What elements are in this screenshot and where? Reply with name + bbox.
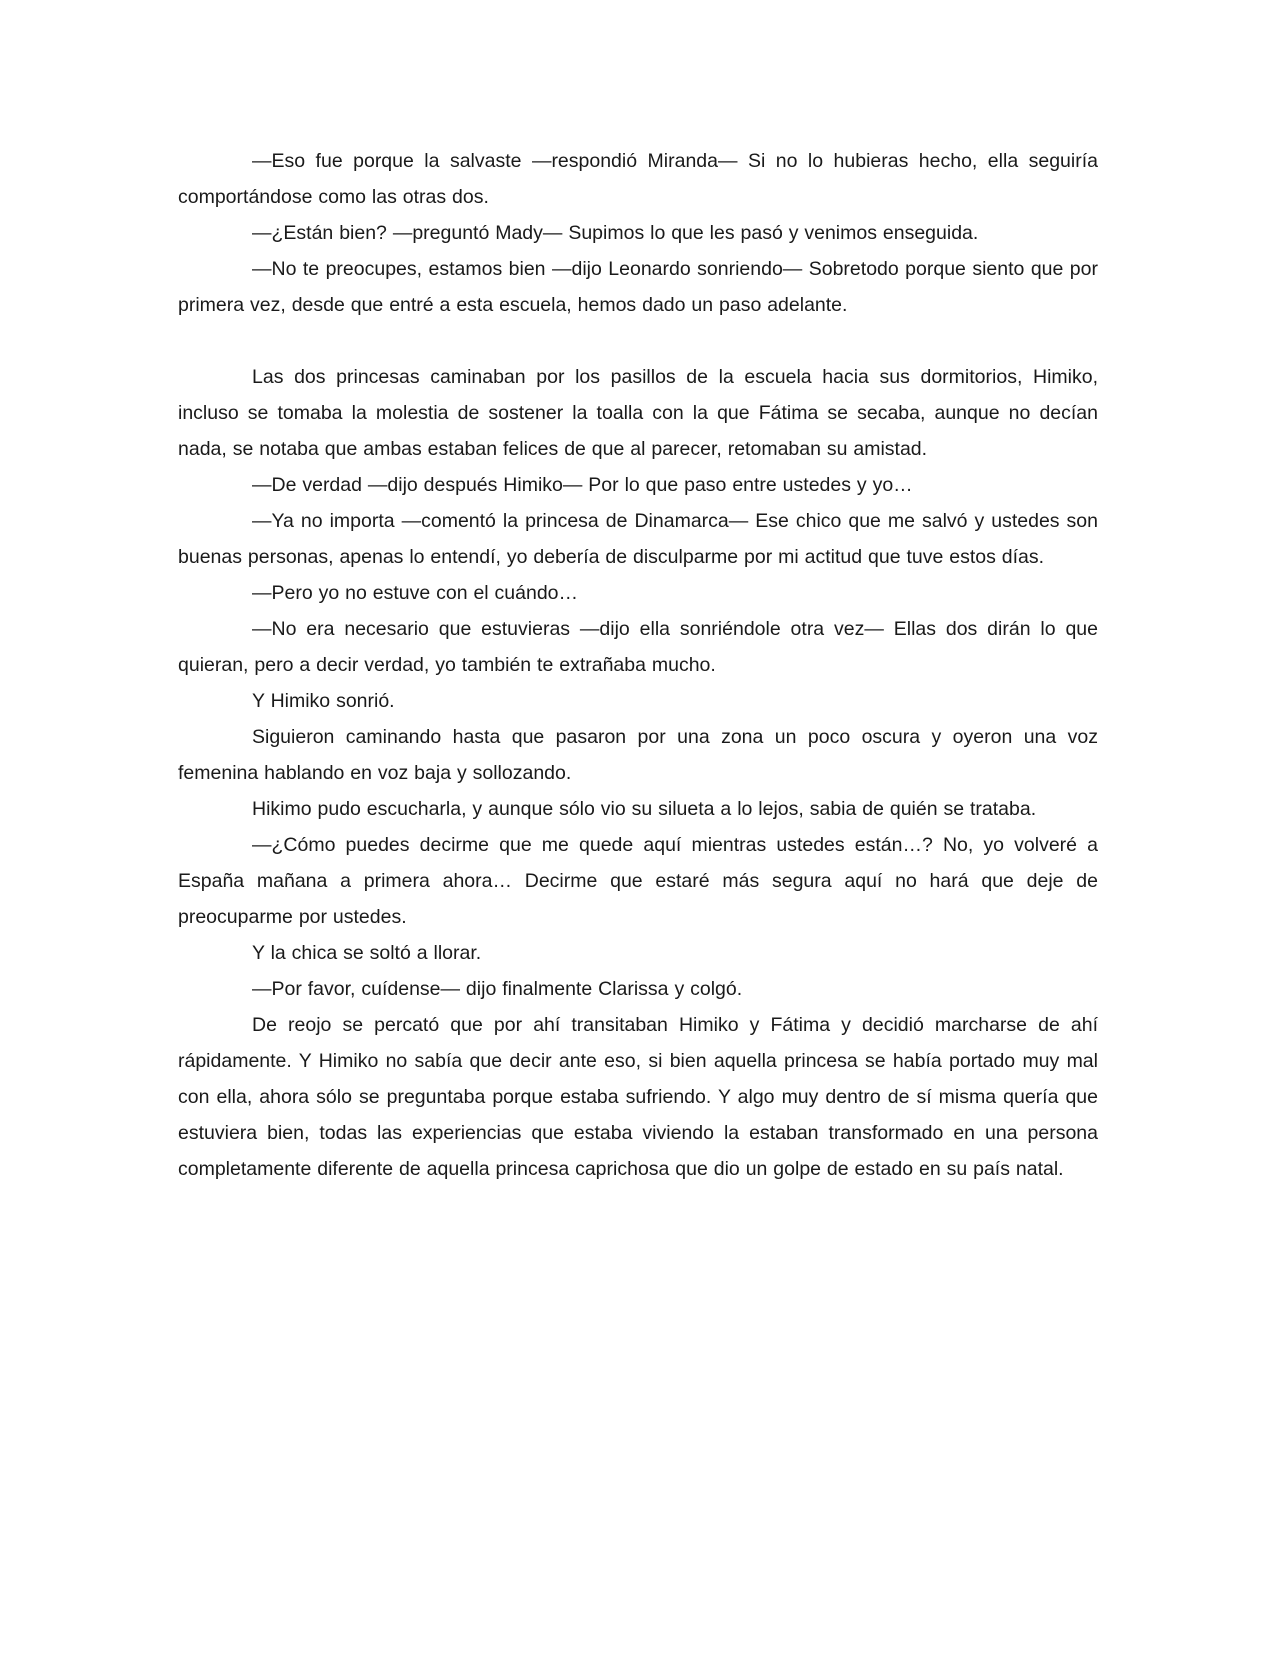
- body-text: [178, 143, 1098, 1187]
- paragraph: Siguieron caminando hasta que pasaron por una zona un poco oscura y oyeron una voz femenina hablando en voz baja y sollozando.: [178, 726, 1098, 784]
- paragraph: Hikimo pudo escucharla, y aunque sólo vio su silueta a lo lejos, sabia de quién se trataba.: [252, 798, 1037, 820]
- paragraph: De reojo se percató que por ahí transitaban Himiko y Fátima y decidió marcharse de ahí rápidamente. Y Himiko no sabía que decir ante eso, si bien aquella princesa se había portado muy mal con ella, ahora sólo se preguntaba porque estaba sufriendo. Y algo muy dentro de sí misma quería que estuviera bien, todas las experiencias que estaba viviendo la estaban transformado en una persona completamente diferente de aquella princesa caprichosa que dio un golpe de estado en su país natal.: [178, 1014, 1098, 1180]
- paragraph: —Por favor, cuídense— dijo finalmente Clarissa y colgó.: [252, 978, 743, 1000]
- paragraph: —¿Cómo puedes decirme que me quede aquí mientras ustedes están…? No, yo volveré a España mañana a primera ahora… Decirme que estaré más segura aquí no hará que deje de preocuparme por ustedes.: [178, 834, 1098, 928]
- paragraph: —¿Están bien? —preguntó Mady— Supimos lo que les pasó y venimos enseguida.: [252, 222, 979, 244]
- paragraph: —Ya no importa —comentó la princesa de Dinamarca— Ese chico que me salvó y ustedes son buenas personas, apenas lo entendí, yo debería de disculparme por mi actitud que tuve estos días.: [178, 510, 1098, 568]
- paragraph: Las dos princesas caminaban por los pasillos de la escuela hacia sus dormitorios, Himiko, incluso se tomaba la molestia de sostener la toalla con la que Fátima se secaba, aunque no decían nada, se notaba que ambas estaban felices de que al parecer, retomaban su amistad.: [178, 366, 1098, 460]
- paragraph: —Eso fue porque la salvaste —respondió Miranda— Si no lo hubieras hecho, ella seguiría comportándose como las otras dos.: [178, 150, 1098, 208]
- paragraph: —Pero yo no estuve con el cuándo…: [252, 582, 579, 604]
- paragraph: —De verdad —dijo después Himiko— Por lo que paso entre ustedes y yo…: [252, 474, 913, 496]
- paragraph: —No te preocupes, estamos bien —dijo Leonardo sonriendo— Sobretodo porque siento que por primera vez, desde que entré a esta escuela, hemos dado un paso adelante.: [178, 258, 1098, 316]
- paragraph: —No era necesario que estuvieras —dijo ella sonriéndole otra vez— Ellas dos dirán lo que quieran, pero a decir verdad, yo también te extrañaba mucho.: [178, 618, 1098, 676]
- paragraph: Y la chica se soltó a llorar.: [252, 942, 482, 964]
- paragraph: Y Himiko sonrió.: [252, 690, 395, 712]
